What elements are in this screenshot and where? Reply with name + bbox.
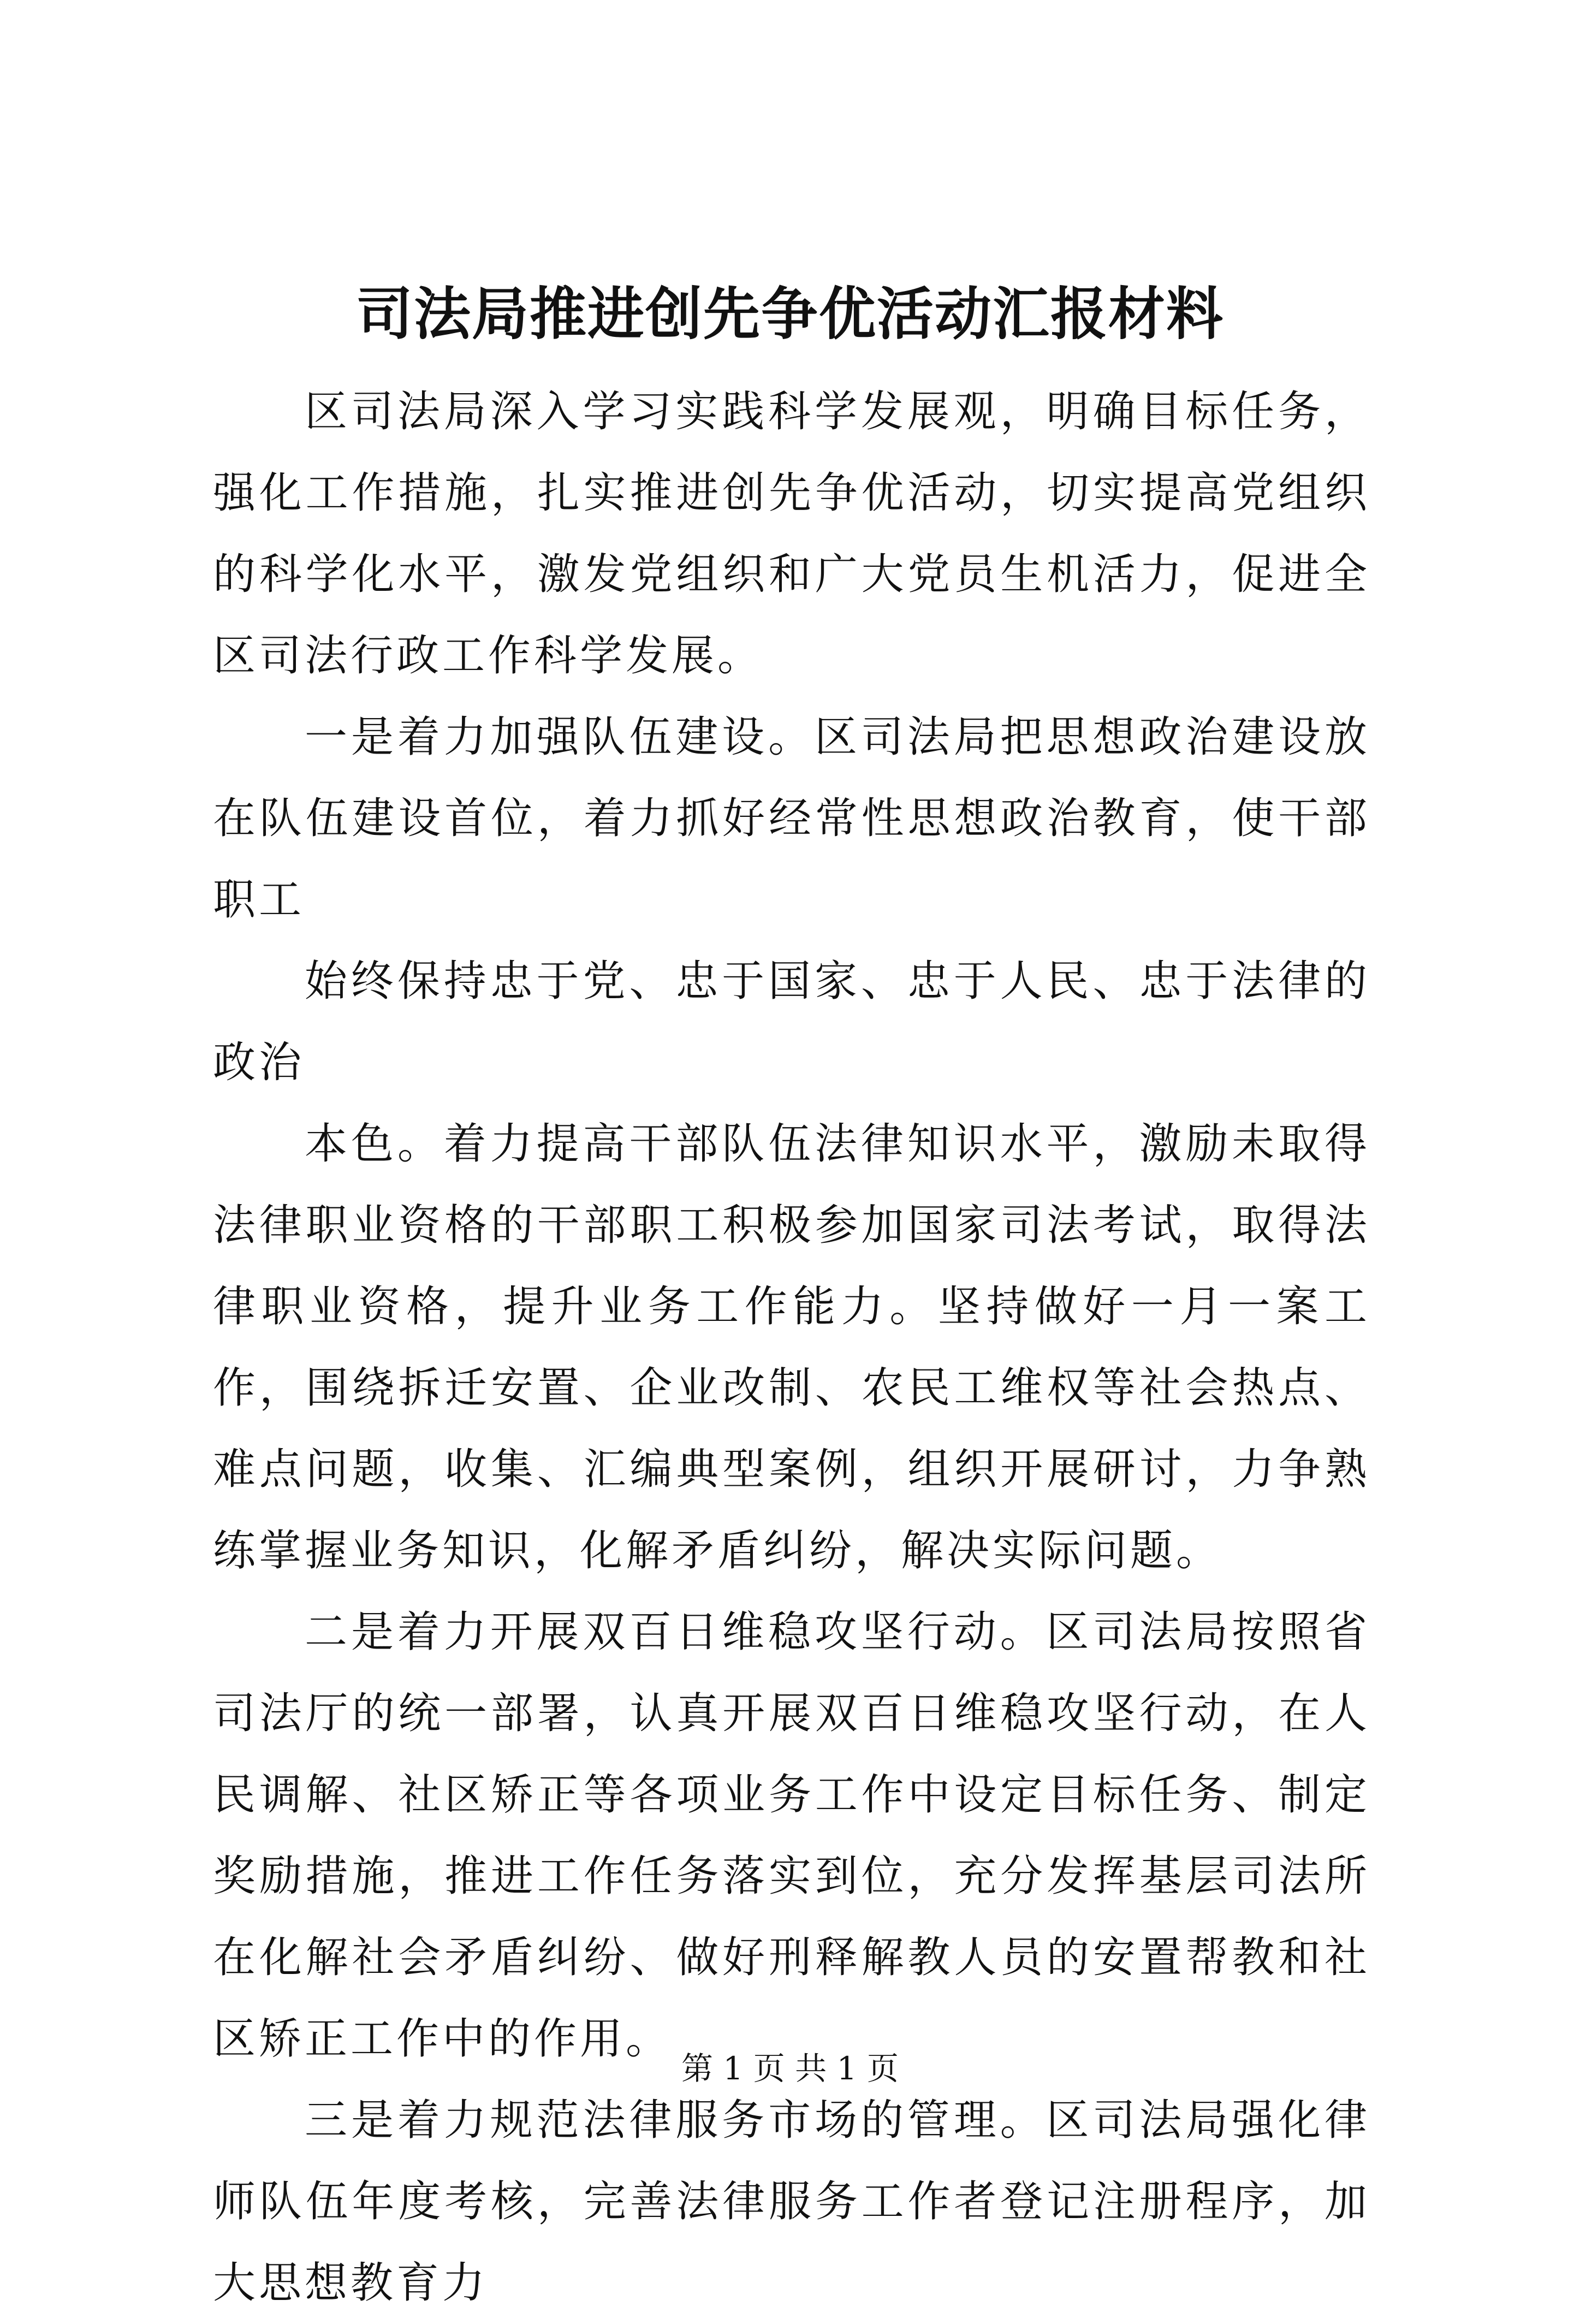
page-number: 第 1 页 共 1 页 xyxy=(681,2050,899,2087)
paragraph-intro: 区司法局深入学习实践科学发展观，明确目标任务，强化工作措施，扎实推进创先争优活动，切实提高党组织的科学化水平，激发党组织和广大党员生机活力，促进全区司法行政工作科学发展。 xyxy=(213,387,1370,680)
document-body xyxy=(213,371,1370,2324)
paragraph-team-building-continued: 始终保持忠于党、忠于国家、忠于人民、忠于法律的政治 xyxy=(213,957,1370,1087)
paragraph-legal-knowledge: 本色。着力提高干部队伍法律知识水平，激励未取得法律职业资格的干部职工积极参加国家司法考试，取得法律职业资格，提升业务工作能力。坚持做好一月一案工作，围绕拆迁安置、企业改制、农民工维权等社会热点、难点问题，收集、汇编典型案例，组织开展研讨，力争熟练掌握业务知识，化解矛盾纠纷，解决实际问题。 xyxy=(213,1119,1370,1575)
paragraph-legal-services: 三是着力规范法律服务市场的管理。区司法局强化律师队伍年度考核，完善法律服务工作者登记注册程序，加大思想教育力 xyxy=(213,2096,1370,2308)
document-title: 司法局推进创先争优活动汇报材料 xyxy=(355,280,1224,347)
paragraph-team-building: 一是着力加强队伍建设。区司法局把思想政治建设放在队伍建设首位，着力抓好经常性思想政治教育，使干部职工 xyxy=(213,713,1370,924)
paragraph-stability-action: 二是着力开展双百日维稳攻坚行动。区司法局按照省司法厅的统一部署，认真开展双百日维稳攻坚行动，在人民调解、社区矫正等各项业务工作中设定目标任务、制定奖励措施，推进工作任务落实到位，充分发挥基层司法所在化解社会矛盾纠纷、做好刑释解教人员的安置帮教和社区矫正工作中的作用。 xyxy=(213,1608,1370,2064)
